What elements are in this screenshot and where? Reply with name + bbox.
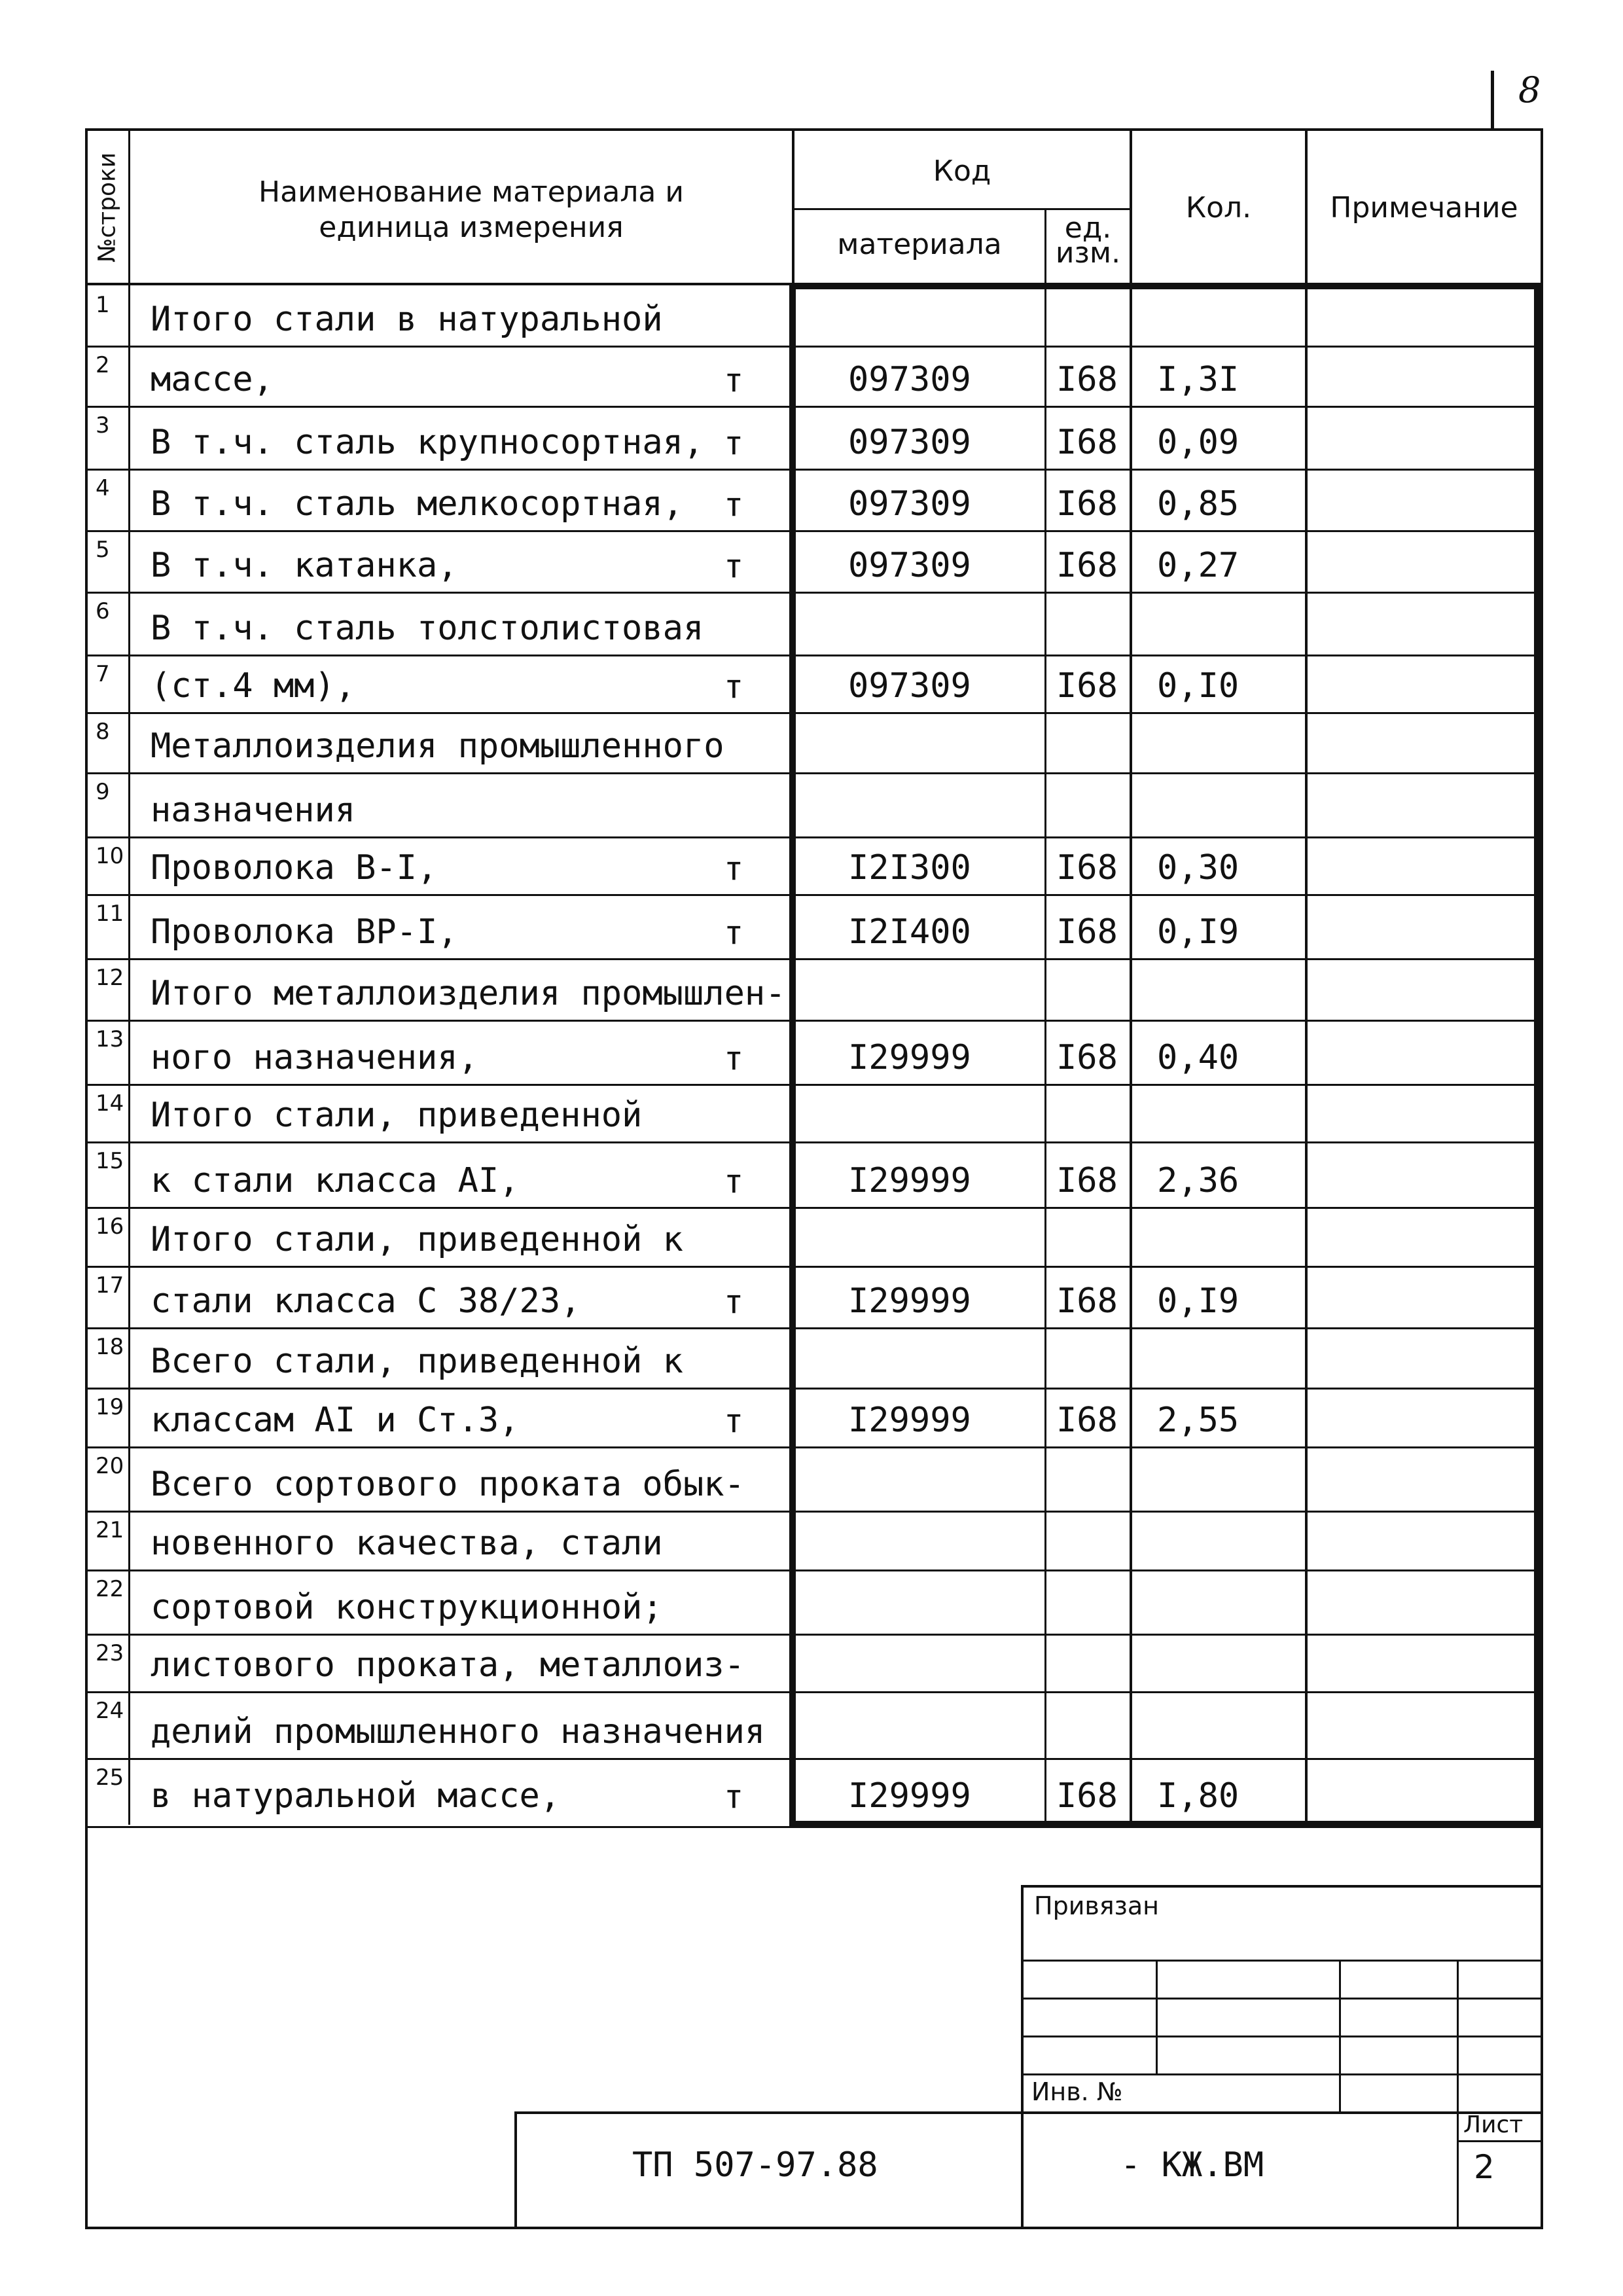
row-name: классам АI и Ст.3,	[151, 1401, 520, 1440]
row-name: В т.ч. сталь мелкосортная,	[151, 484, 683, 524]
row-number: 9	[96, 779, 110, 805]
row-name: Всего сортового проката обык-	[151, 1465, 745, 1504]
header-qty: Кол.	[1185, 191, 1252, 224]
row-name: массе,	[151, 360, 274, 399]
row-material-code: 097309	[848, 666, 971, 706]
row-number: 13	[96, 1026, 124, 1052]
row-number: 3	[96, 412, 110, 439]
row-material-code: I29999	[848, 1161, 971, 1200]
header-unit-line1: ед.	[1064, 211, 1112, 245]
row-unit: т	[724, 1283, 744, 1321]
row-unit-code: I68	[1056, 848, 1118, 888]
row-name: ного назначения,	[151, 1038, 478, 1077]
row-unit: т	[724, 547, 744, 585]
row-quantity: 0,30	[1157, 848, 1240, 888]
row-material-code: I2I300	[848, 848, 971, 888]
row-number: 20	[96, 1453, 124, 1479]
row-number: 21	[96, 1517, 124, 1543]
page-number: 8	[1518, 69, 1541, 111]
header-code: Код	[933, 154, 991, 188]
row-quantity: 0,I9	[1157, 912, 1240, 952]
row-number: 8	[96, 719, 110, 745]
stamp-bound-label: Привязан	[1034, 1892, 1159, 1920]
header-material: материала	[837, 228, 1002, 261]
row-name: Итого стали, приведенной к	[151, 1220, 683, 1259]
stamp-sheet-label: Лист	[1463, 2111, 1524, 2138]
row-quantity: I,80	[1157, 1776, 1240, 1816]
row-unit: т	[724, 1162, 744, 1200]
row-number: 11	[96, 901, 124, 927]
row-quantity: 0,I0	[1157, 666, 1240, 706]
row-number: 24	[96, 1698, 124, 1724]
row-number: 23	[96, 1640, 124, 1666]
row-name: В т.ч. сталь толстолистовая	[151, 609, 704, 648]
row-number: 22	[96, 1576, 124, 1602]
row-name: новенного качества, стали	[151, 1524, 663, 1563]
row-quantity: 0,09	[1157, 423, 1240, 462]
row-number: 4	[96, 475, 110, 501]
row-quantity: 0,85	[1157, 484, 1240, 524]
header-name-line1: Наименование материала и	[259, 175, 684, 209]
row-quantity: 2,36	[1157, 1161, 1240, 1200]
row-number: 12	[96, 965, 124, 991]
header-name-line2: единица измерения	[319, 211, 624, 244]
row-number: 1	[96, 292, 110, 318]
row-name: Проволока ВР-I,	[151, 912, 458, 952]
row-quantity: 0,27	[1157, 546, 1240, 585]
row-unit: т	[724, 850, 744, 888]
row-unit-code: I68	[1056, 1776, 1118, 1816]
row-number: 16	[96, 1213, 124, 1240]
row-quantity: 0,40	[1157, 1038, 1240, 1077]
row-name: Итого стали, приведенной	[151, 1096, 643, 1135]
row-unit-code: I68	[1056, 666, 1118, 706]
row-name: (ст.4 мм),	[151, 666, 356, 706]
row-number: 14	[96, 1090, 124, 1117]
row-material-code: 097309	[848, 423, 971, 462]
row-name: назначения	[151, 791, 356, 830]
row-number: 6	[96, 598, 110, 624]
header-unit-line2: изм.	[1055, 236, 1121, 270]
header-row-number: №строки	[94, 152, 121, 263]
row-number: 2	[96, 352, 110, 378]
row-name: в натуральной массе,	[151, 1776, 561, 1816]
row-material-code: 097309	[848, 546, 971, 585]
row-number: 19	[96, 1394, 124, 1420]
row-material-code: 097309	[848, 360, 971, 399]
row-name: В т.ч. катанка,	[151, 546, 458, 585]
row-name: Металлоизделия промышленного	[151, 726, 724, 766]
row-unit-code: I68	[1056, 360, 1118, 399]
row-unit-code: I68	[1056, 1401, 1118, 1440]
row-material-code: I29999	[848, 1282, 971, 1321]
row-unit: т	[724, 486, 744, 524]
row-unit-code: I68	[1056, 1038, 1118, 1077]
row-name: сортовой конструкционной;	[151, 1588, 663, 1627]
row-name: Итого металлоизделия промышлен-	[151, 974, 786, 1013]
row-material-code: I29999	[848, 1401, 971, 1440]
stamp-sheet-value: 2	[1474, 2148, 1495, 2186]
row-unit-code: I68	[1056, 484, 1118, 524]
row-unit: т	[724, 668, 744, 706]
row-number: 17	[96, 1272, 124, 1299]
row-unit: т	[724, 1778, 744, 1816]
row-name: Проволока В-I,	[151, 848, 438, 888]
stamp-doc-code: ТП 507-97.88	[632, 2145, 878, 2185]
row-unit-code: I68	[1056, 546, 1118, 585]
row-name: Всего стали, приведенной к	[151, 1342, 683, 1381]
row-unit: т	[724, 1039, 744, 1077]
row-quantity: I,3I	[1157, 360, 1240, 399]
row-unit-code: I68	[1056, 1282, 1118, 1321]
row-material-code: I2I400	[848, 912, 971, 952]
row-number: 25	[96, 1765, 124, 1791]
row-number: 15	[96, 1148, 124, 1174]
row-name: листового проката, металлоиз-	[151, 1645, 745, 1685]
row-quantity: 0,I9	[1157, 1282, 1240, 1321]
row-name: делий промышленного назначения	[151, 1712, 766, 1751]
row-unit: т	[724, 424, 744, 462]
row-unit: т	[724, 361, 744, 399]
row-unit: т	[724, 914, 744, 952]
row-unit-code: I68	[1056, 1161, 1118, 1200]
stamp-doc-suffix: - КЖ.ВМ	[1120, 2145, 1264, 2185]
row-name: Итого стали в натуральной	[151, 300, 663, 339]
row-number: 5	[96, 537, 110, 563]
row-number: 18	[96, 1334, 124, 1360]
row-unit: т	[724, 1402, 744, 1440]
row-material-code: I29999	[848, 1038, 971, 1077]
header-note: Примечание	[1330, 191, 1518, 224]
row-name: стали класса С 38/23,	[151, 1282, 581, 1321]
row-unit-code: I68	[1056, 423, 1118, 462]
stamp-inv-label: Инв. №	[1031, 2077, 1123, 2106]
row-material-code: I29999	[848, 1776, 971, 1816]
row-unit-code: I68	[1056, 912, 1118, 952]
row-number: 7	[96, 661, 110, 687]
row-name: к стали класса АI,	[151, 1161, 520, 1200]
row-name: В т.ч. сталь крупносортная,	[151, 423, 704, 462]
row-quantity: 2,55	[1157, 1401, 1240, 1440]
row-number: 10	[96, 843, 124, 869]
row-material-code: 097309	[848, 484, 971, 524]
